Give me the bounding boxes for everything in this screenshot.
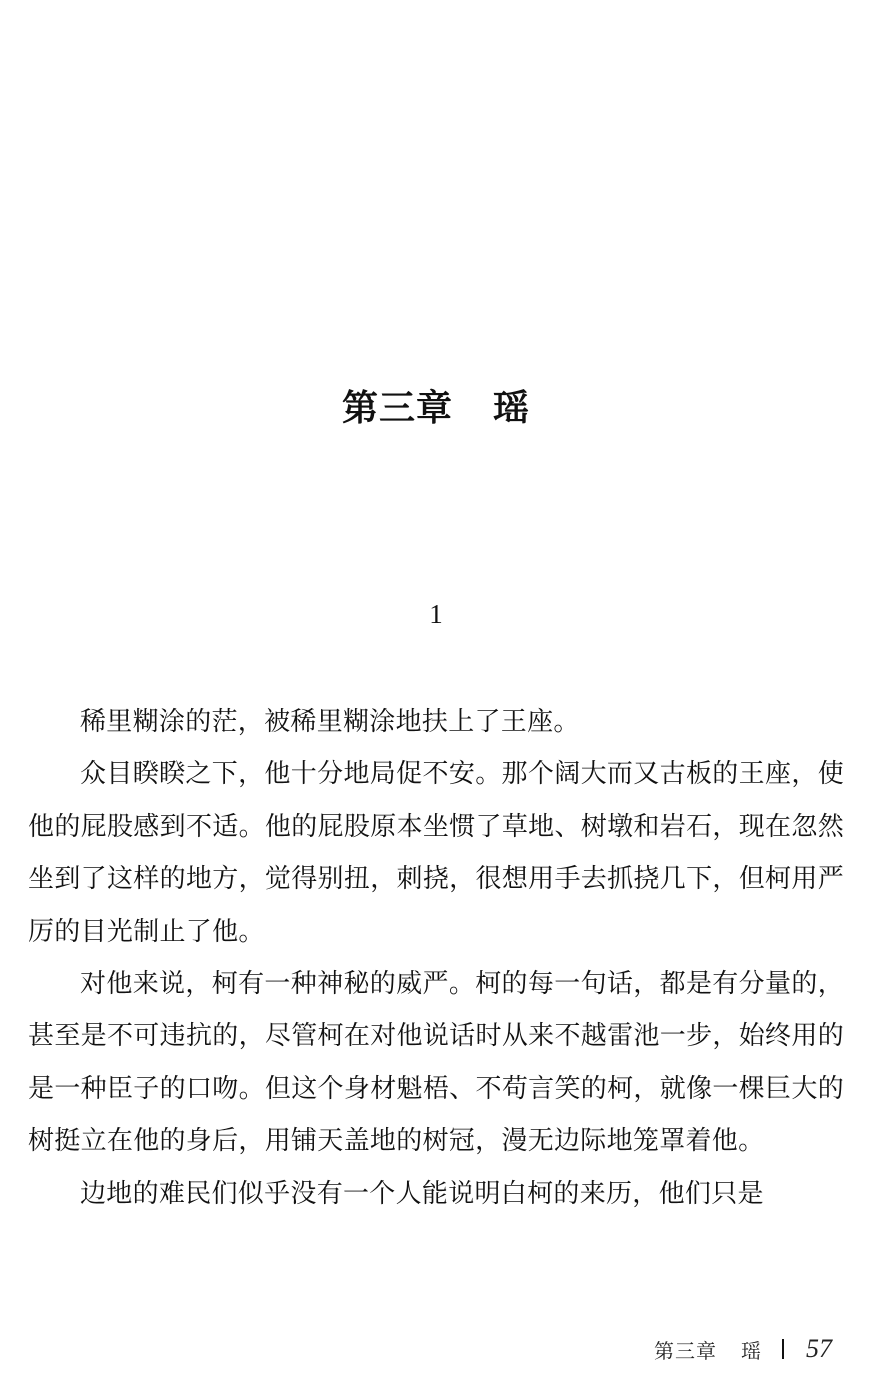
footer-chapter-title: 瑶 (741, 1338, 762, 1363)
paragraph: 众目睽睽之下，他十分地局促不安。那个阔大而又古板的王座，使他的屁股感到不适。他的屁股原本坐惯了草地、树墩和岩石，现在忽然坐到了这样的地方，觉得别扭，刺挠，很想用手去抓挠几下，但柯用严厉的目光制止了他。 (28, 759, 844, 947)
chapter-label: 第三章 (341, 388, 453, 429)
chapter-name: 瑶 (493, 388, 531, 429)
footer-chapter (654, 1335, 762, 1364)
chapter-title (0, 384, 872, 434)
running-footer (654, 1334, 832, 1364)
footer-divider (782, 1339, 784, 1359)
paragraph: 稀里糊涂的茫，被稀里糊涂地扶上了王座。 (80, 707, 580, 737)
page-number: 57 (806, 1334, 832, 1363)
section-number: 1 (429, 599, 443, 629)
footer-chapter-label: 第三章 (654, 1338, 717, 1363)
chapter-body (28, 696, 844, 1220)
paragraph: 对他来说，柯有一种神秘的威严。柯的每一句话，都是有分量的，甚至是不可违抗的，尽管柯在对他说话时从来不越雷池一步，始终用的是一种臣子的口吻。但这个身材魁梧、不苟言笑的柯，就像一棵巨大的树挺立在他的身后，用铺天盖地的树冠，漫无边际地笼罩着他。 (28, 969, 844, 1157)
paragraph: 边地的难民们似乎没有一个人能说明白柯的来历，他们只是 (80, 1178, 764, 1209)
